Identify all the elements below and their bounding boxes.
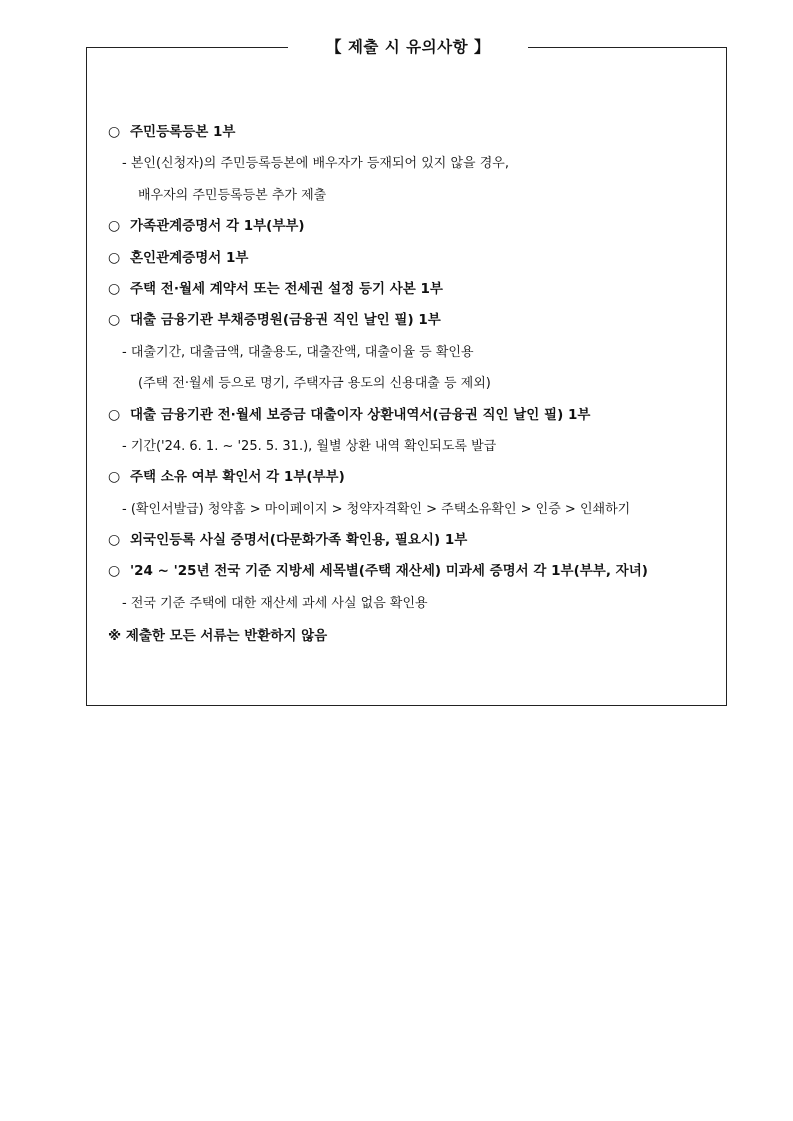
list-subitem-continuation: 배우자의 주민등록등본 추가 제출: [138, 187, 327, 203]
circle-bullet-icon: ○: [108, 124, 121, 140]
circle-bullet-icon: ○: [108, 249, 121, 266]
circle-bullet-icon: ○: [108, 218, 121, 235]
list-item: [108, 211, 720, 242]
list-item: [108, 525, 720, 556]
circle-bullet-icon: ○: [108, 532, 121, 549]
list-item-text: 주택 소유 여부 확인서 각 1부(부부): [130, 469, 345, 486]
list-item: [108, 462, 720, 493]
list-subitem-continuation: (주택 전·월세 등으로 명기, 주택자금 용도의 신용대출 등 제외): [138, 376, 491, 392]
list-item: [108, 556, 720, 587]
notice-title: 【 제출 시 유의사항 】: [288, 34, 528, 60]
circle-bullet-icon: ○: [108, 312, 121, 329]
list-item-text: 주민등록등본 1부: [130, 124, 236, 140]
list-item: [108, 274, 720, 305]
list-subitem: - 전국 기준 주택에 대한 재산세 과세 사실 없음 확인용: [122, 595, 428, 611]
list-subitem: - (확인서발급) 청약홈 > 마이페이지 > 청약자격확인 > 주택소유확인 > 인증 > 인쇄하기: [122, 501, 631, 517]
circle-bullet-icon: ○: [108, 406, 121, 423]
list-item: [108, 305, 720, 336]
list-item: [108, 243, 720, 274]
list-item: [108, 400, 720, 431]
circle-bullet-icon: ○: [108, 280, 121, 297]
notice-content: [108, 117, 720, 653]
list-item-text: 외국인등록 사실 증명서(다문화가족 확인용, 필요시) 1부: [130, 532, 468, 549]
list-item-text: 주택 전·월세 계약서 또는 전세권 설정 등기 사본 1부: [130, 280, 443, 297]
list-item-text: 대출 금융기관 부채증명원(금융권 직인 날인 필) 1부: [130, 312, 441, 329]
circle-bullet-icon: ○: [108, 563, 121, 580]
list-subitem: - 대출기간, 대출금액, 대출용도, 대출잔액, 대출이율 등 확인용: [122, 344, 474, 360]
list-item: [108, 117, 720, 148]
circle-bullet-icon: ○: [108, 469, 121, 486]
list-item-text: '24 ~ '25년 전국 기준 지방세 세목별(주택 재산세) 미과세 증명서 각 1부(부부, 자녀): [130, 563, 648, 580]
list-subitem: - 기간('24. 6. 1. ~ '25. 5. 31.), 월별 상환 내역 확인되도록 발급: [122, 438, 497, 454]
list-item-text: 혼인관계증명서 1부: [130, 249, 249, 266]
list-item-text: 가족관계증명서 각 1부(부부): [130, 218, 305, 235]
list-subitem: - 본인(신청자)의 주민등록등본에 배우자가 등재되어 있지 않을 경우,: [122, 156, 509, 172]
footnote: ※ 제출한 모든 서류는 반환하지 않음: [108, 628, 328, 645]
list-item-text: 대출 금융기관 전·월세 보증금 대출이자 상환내역서(금융권 직인 날인 필) 1부: [130, 406, 591, 423]
